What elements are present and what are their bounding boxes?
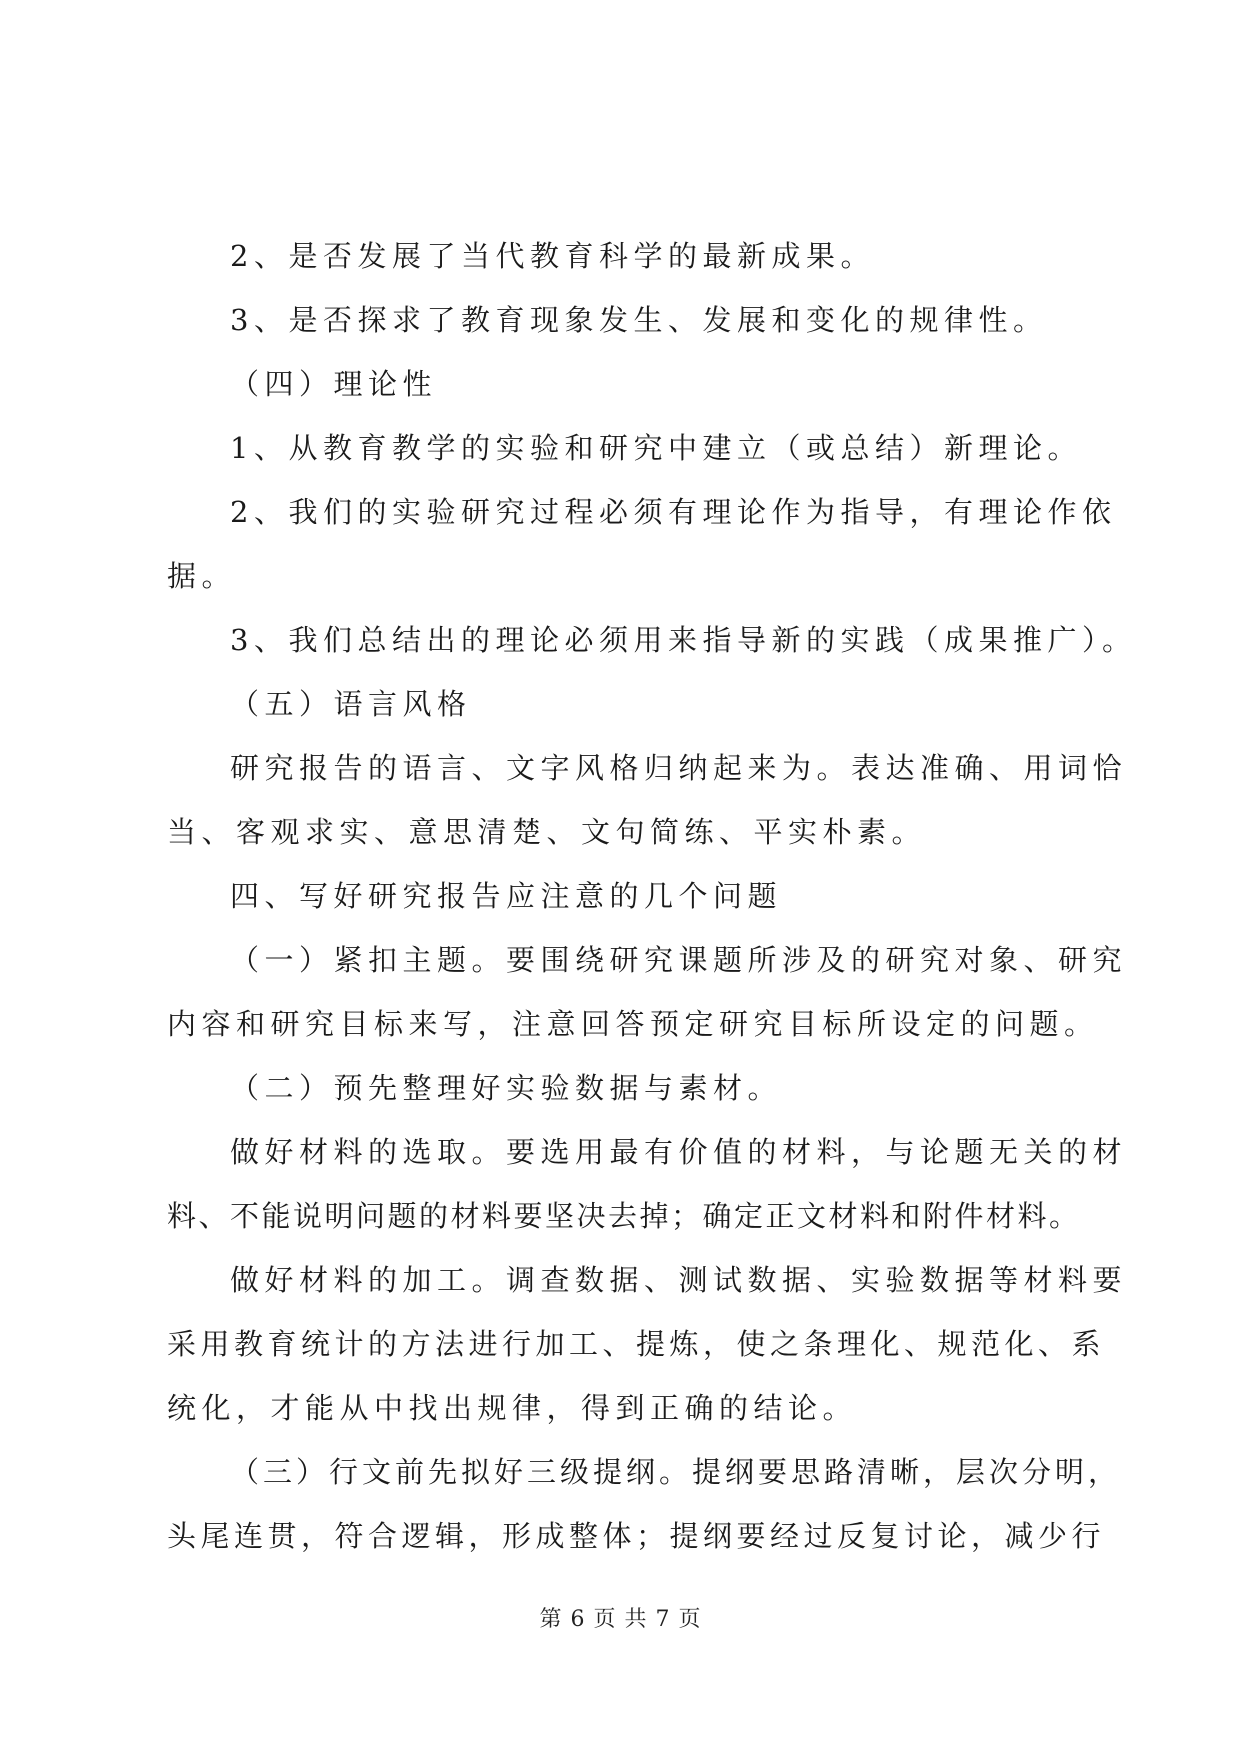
paragraph-line: 2、我们的实验研究过程必须有理论作为指导，有理论作依 xyxy=(230,495,1117,529)
paragraph-line: 1、从教育教学的实验和研究中建立（或总结）新理论。 xyxy=(230,431,1082,465)
paragraph-line: 做好材料的加工。调查数据、测试数据、实验数据等材料要 xyxy=(230,1263,1128,1297)
paragraph-line: 研究报告的语言、文字风格归纳起来为。表达准确、用词恰 xyxy=(230,751,1128,785)
paragraph-line: 头尾连贯，符合逻辑，形成整体；提纲要经过反复讨论，减少行 xyxy=(167,1519,1106,1553)
paragraph-line: 2、是否发展了当代教育科学的最新成果。 xyxy=(230,239,875,273)
paragraph-line: 做好材料的选取。要选用最有价值的材料，与论题无关的材 xyxy=(230,1135,1128,1169)
section-heading: （五）语言风格 xyxy=(230,687,472,721)
paragraph-line: 3、是否探求了教育现象发生、发展和变化的规律性。 xyxy=(230,303,1048,337)
paragraph-line: 料、不能说明问题的材料要坚决去掉；确定正文材料和附件材料。 xyxy=(167,1199,1081,1233)
paragraph-line: （二）预先整理好实验数据与素材。 xyxy=(230,1071,783,1105)
paragraph-line: 据。 xyxy=(167,559,237,593)
paragraph-line: （三）行文前先拟好三级提纲。提纲要思路清晰，层次分明， xyxy=(230,1455,1122,1489)
paragraph-line: 内容和研究目标来写，注意回答预定研究目标所设定的问题。 xyxy=(167,1007,1099,1041)
page-number-footer: 第 6 页 共 7 页 xyxy=(539,1607,702,1632)
paragraph-line: 统化，才能从中找出规律，得到正确的结论。 xyxy=(167,1391,858,1425)
paragraph-line: 采用教育统计的方法进行加工、提炼，使之条理化、规范化、系 xyxy=(167,1327,1106,1361)
paragraph-line: 当、客观求实、意思清楚、文句简练、平实朴素。 xyxy=(167,815,927,849)
paragraph-line: （一）紧扣主题。要围绕研究课题所涉及的研究对象、研究 xyxy=(230,943,1128,977)
section-heading: （四）理论性 xyxy=(230,367,438,401)
section-heading: 四、写好研究报告应注意的几个问题 xyxy=(230,879,783,913)
paragraph-line: 3、我们总结出的理论必须用来指导新的实践（成果推广）。 xyxy=(230,623,1137,657)
